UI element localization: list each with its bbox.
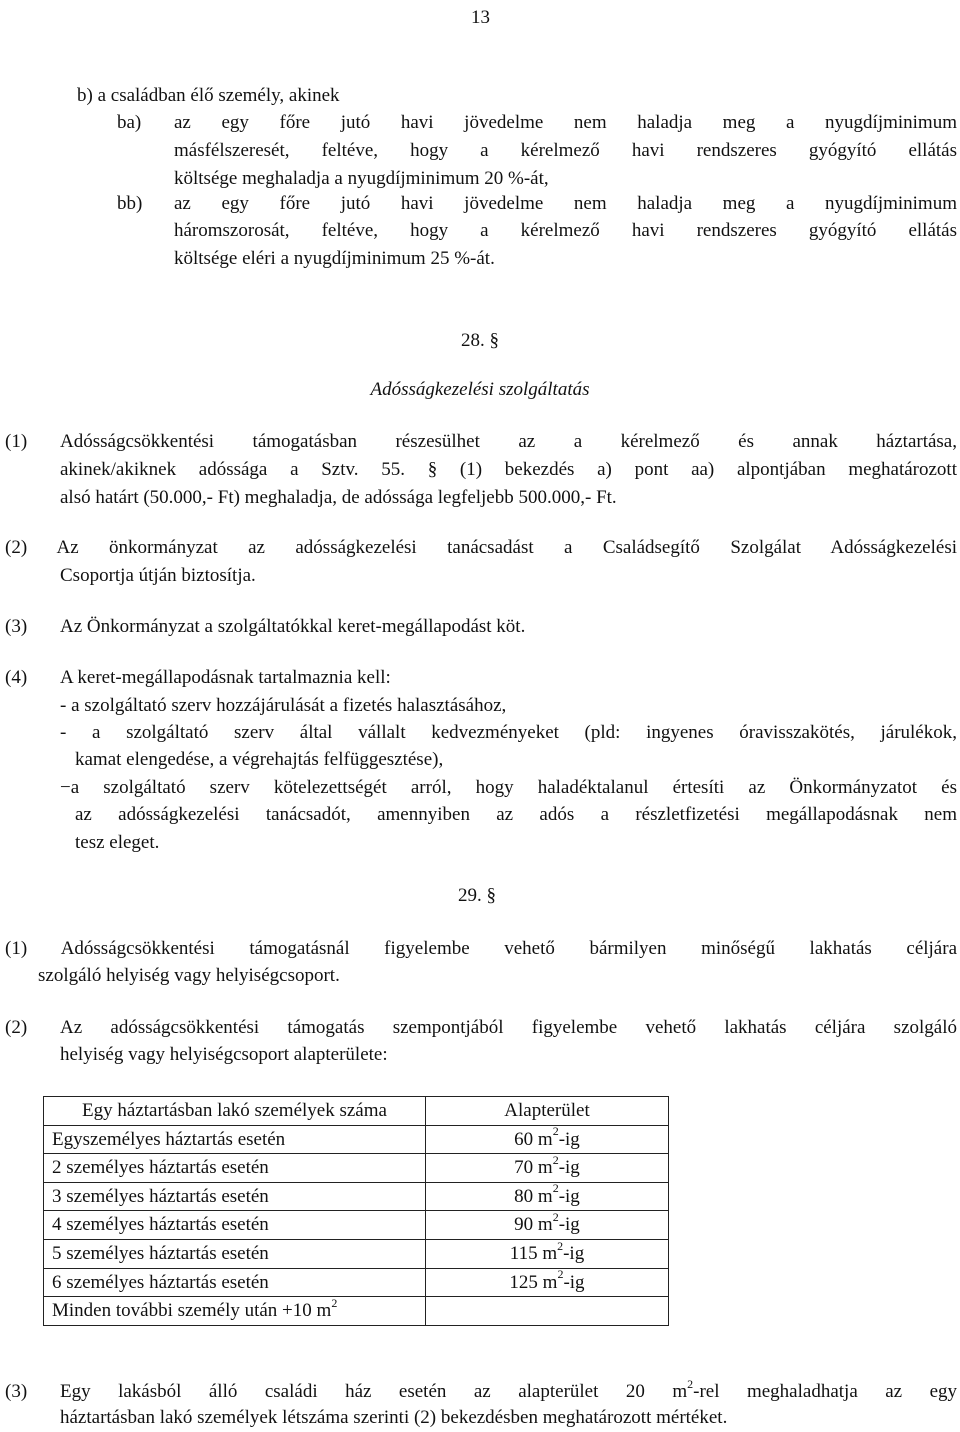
s29-p2-label: (2) [5, 1017, 28, 1038]
table-cell-area: 60 $m^2-ig$ [426, 1125, 669, 1154]
table-cell-area: 125 $m^2-ig$ [426, 1268, 669, 1297]
table-cell-area-empty [426, 1297, 669, 1326]
s28-p4-line7: tesz eleget. [75, 832, 160, 853]
floor-area-table [43, 1096, 669, 1326]
table-header-row [44, 1097, 669, 1126]
table-header-persons: Egy háztartásban lakó személyek száma [44, 1097, 426, 1126]
table-cell-area: 80 $m^2-ig$ [426, 1182, 669, 1211]
page-number: 13 [471, 7, 490, 28]
s28-p4-line2: - a szolgáltató szerv hozzájárulását a fizetés halasztásához, [60, 695, 507, 716]
table-cell-area: 90 $m^2-ig$ [426, 1211, 669, 1240]
s28-p1-line3: alsó határt (50.000,- Ft) meghaladja, de adóssága legfeljebb 500.000,- Ft. [60, 487, 617, 508]
table-cell-area: 70 $m^2-ig$ [426, 1154, 669, 1183]
s28-p2-line2: Csoportja útján biztosítja. [60, 565, 256, 586]
s28-p4-line3: - a szolgáltató szerv által vállalt kedvezményeket (pld: ingyenes óravisszakötés, járulékok, [60, 722, 957, 743]
s29-p3-label: (3) [5, 1381, 28, 1402]
s29-p1-line1: (1) Adósságcsökkentési támogatásnál figyelembe vehető bármilyen minőségű lakhatás céljára [5, 938, 957, 959]
table-cell-persons: 5 személyes háztartás esetén [44, 1239, 426, 1268]
s29-p3-line1: Egy lakásból álló családi ház esetén az alapterület 20 $m^2$-rel meghaladhatja az egy [60, 1376, 958, 1402]
s28-p1-label: (1) [5, 431, 28, 452]
table-cell-persons: 6 személyes háztartás esetén [44, 1268, 426, 1297]
s28-p3-label: (3) [5, 616, 28, 637]
section-28-title: Adósságkezelési szolgáltatás [370, 379, 590, 400]
item-bb-label: bb) [117, 193, 143, 214]
s28-p4-label: (4) [5, 667, 28, 688]
table-row [44, 1125, 669, 1154]
s28-p4-line1: A keret-megállapodásnak tartalmaznia kell: [60, 667, 391, 688]
s28-p1-line1: Adósságcsökkentési támogatásban részesülhet az a kérelmező és annak háztartása, [60, 431, 957, 452]
table-cell-persons: Minden további személy után +10 $m^2$ [44, 1297, 426, 1326]
table-header-area: Alapterület [426, 1097, 669, 1126]
table-cell-persons: 3 személyes háztartás esetén [44, 1182, 426, 1211]
s28-p2-line1: (2) Az önkormányzat az adósságkezelési tanácsadást a Családsegítő Szolgálat Adósságkezelési [5, 537, 957, 558]
table-row [44, 1182, 669, 1211]
table-row [44, 1154, 669, 1183]
table-cell-persons: 2 személyes háztartás esetén [44, 1154, 426, 1183]
table-row [44, 1211, 669, 1240]
table-cell-persons: 4 személyes háztartás esetén [44, 1211, 426, 1240]
s28-p4-line6: az adósságkezelési tanácsadót, amennyiben az adós a részletfizetési megállapodásnak nem [75, 804, 957, 825]
item-bb-line2: háromszorosát, feltéve, hogy a kérelmező havi rendszeres gyógyító ellátás [174, 220, 957, 241]
s28-p3-text: Az Önkormányzat a szolgáltatókkal keret-megállapodást köt. [60, 616, 526, 637]
s29-p2-line2: helyiség vagy helyiségcsoport alapterülete: [60, 1044, 388, 1065]
item-ba-line1: az egy főre jutó havi jövedelme nem haladja meg a nyugdíjminimum [174, 112, 957, 133]
section-28-number: 28. § [461, 330, 499, 351]
item-ba-line3: költsége meghaladja a nyugdíjminimum 20 %-át, [174, 168, 549, 189]
s29-p3-line2: háztartásban lakó személyek létszáma szerinti (2) bekezdésben meghatározott mértéket. [60, 1407, 728, 1428]
table-cell-area: 115 $m^2-ig$ [426, 1239, 669, 1268]
s28-p4-line4: kamat elengedése, a végrehajtás felfüggesztése), [75, 749, 444, 770]
s29-p1-line2: szolgáló helyiség vagy helyiségcsoport. [38, 965, 340, 986]
paragraph-b-intro: b) a családban élő személy, akinek [77, 85, 340, 106]
section-29-number: 29. § [458, 885, 496, 906]
item-bb-line1: az egy főre jutó havi jövedelme nem haladja meg a nyugdíjminimum [174, 193, 957, 214]
table-row-last [44, 1297, 669, 1326]
s28-p1-line2: akinek/akiknek adóssága a Sztv. 55. § (1) bekezdés a) pont aa) alpontjában meghatározott [60, 459, 957, 480]
table-row [44, 1239, 669, 1268]
table-row [44, 1268, 669, 1297]
item-ba-line2: másfélszeresét, feltéve, hogy a kérelmező havi rendszeres gyógyító ellátás [174, 140, 957, 161]
item-ba-label: ba) [117, 112, 142, 133]
table-cell-persons: Egyszemélyes háztartás esetén [44, 1125, 426, 1154]
s28-p4-line5: −a szolgáltató szerv kötelezettségét arról, hogy haladéktalanul értesíti az Önkormányzatot és [60, 777, 957, 798]
s29-p2-line1: Az adósságcsökkentési támogatás szempontjából figyelembe vehető lakhatás céljára szolgáló [60, 1017, 957, 1038]
item-bb-line3: költsége eléri a nyugdíjminimum 25 %-át. [174, 248, 495, 269]
